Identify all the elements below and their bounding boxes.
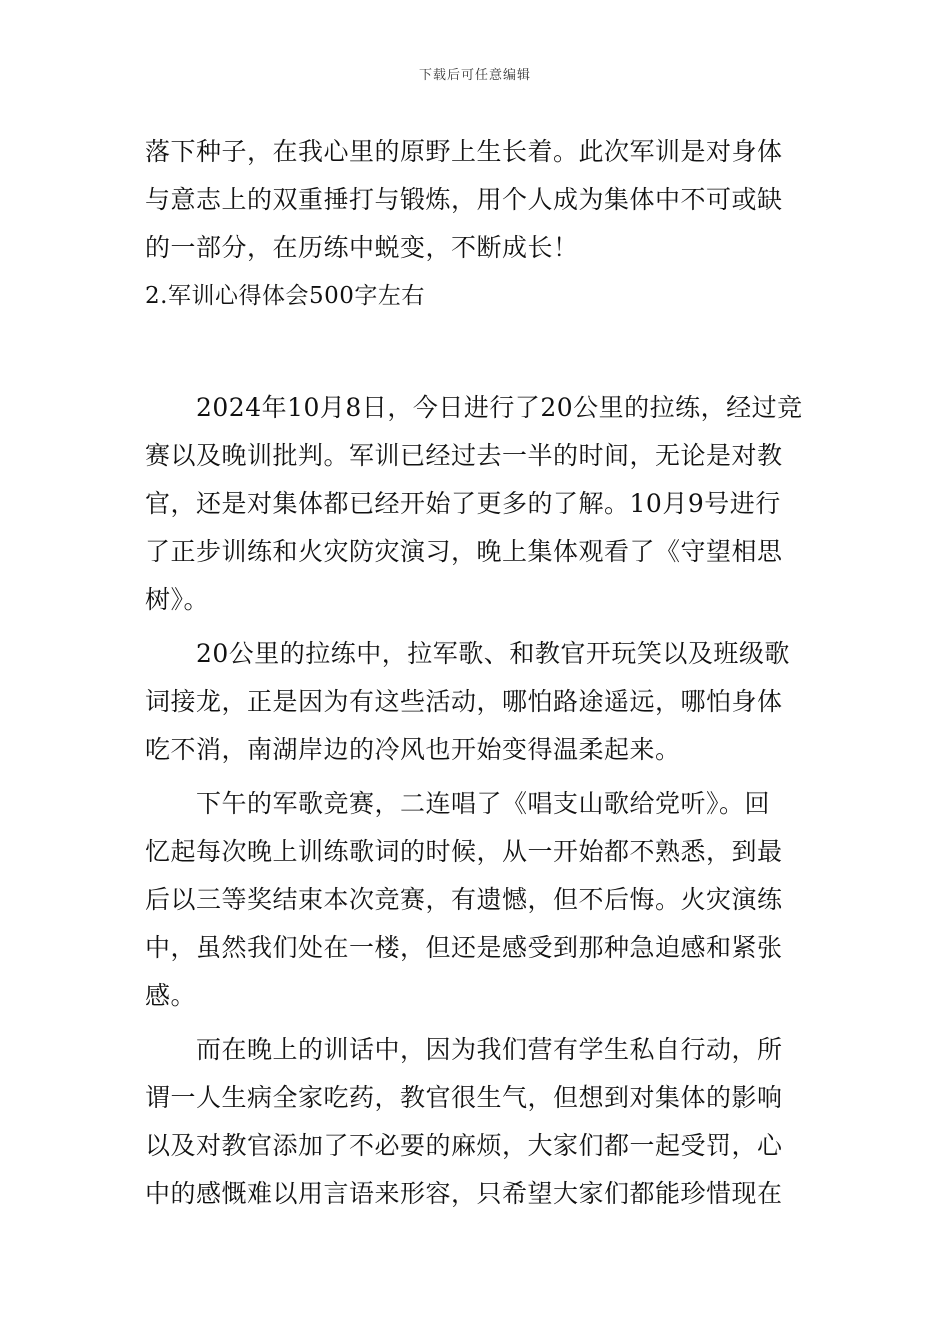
- text-line: 落下种子，在我心里的原野上生长着。此次军训是对身体: [145, 137, 783, 166]
- heading-text: 2.军训心得体会500字左右: [145, 283, 425, 309]
- text-line: 吃不消，南湖岸边的冷风也开始变得温柔起来。: [145, 735, 681, 764]
- text-line: 中的感慨难以用言语来形容，只希望大家们都能珍惜现在: [145, 1179, 783, 1208]
- text-line: 中，虽然我们处在一楼，但还是感受到那种急迫感和紧张: [145, 933, 783, 962]
- paragraph: [145, 1026, 808, 1218]
- text-line: 下午的军歌竞赛，二连唱了《唱支山歌给党听》。回: [196, 789, 771, 818]
- text-line: 树》。: [145, 585, 210, 614]
- text-line: 忆起每次晚上训练歌词的时候，从一开始都不熟悉，到最: [145, 837, 783, 866]
- paragraph: [145, 630, 808, 774]
- page-header: 下载后可任意编辑: [418, 68, 531, 83]
- text-line: 20公里的拉练中，拉军歌、和教官开玩笑以及班级歌: [196, 639, 790, 668]
- text-line: 官，还是对集体都已经开始了更多的了解。10月9号进行: [145, 489, 781, 518]
- text-line: 谓一人生病全家吃药，教官很生气，但想到对集体的影响: [145, 1083, 783, 1112]
- document-body: [145, 128, 808, 1218]
- text-line: 词接龙，正是因为有这些活动，哪怕路途遥远，哪怕身体: [145, 687, 783, 716]
- paragraph: [145, 780, 808, 1020]
- text-line: 了正步训练和火灾防灾演习，晚上集体观看了《守望相思: [145, 537, 783, 566]
- text-line: 2024年10月8日，今日进行了20公里的拉练，经过竞: [196, 393, 803, 422]
- blank-space: [145, 320, 808, 384]
- text-line: 以及对教官添加了不必要的麻烦，大家们都一起受罚，心: [145, 1131, 783, 1160]
- text-line: 与意志上的双重捶打与锻炼，用个人成为集体中不可或缺: [145, 185, 783, 214]
- text-line: 赛以及晚训批判。军训已经过去一半的时间，无论是对教: [145, 441, 783, 470]
- paragraph: [145, 384, 808, 624]
- text-line: 而在晚上的训话中，因为我们营有学生私自行动，所: [196, 1035, 783, 1064]
- text-line: 的一部分，在历练中蜕变，不断成长！: [145, 233, 579, 262]
- paragraph: [145, 128, 808, 272]
- section-heading: [145, 272, 808, 320]
- text-line: 感。: [145, 981, 197, 1010]
- text-line: 后以三等奖结束本次竞赛，有遗憾，但不后悔。火灾演练: [145, 885, 783, 914]
